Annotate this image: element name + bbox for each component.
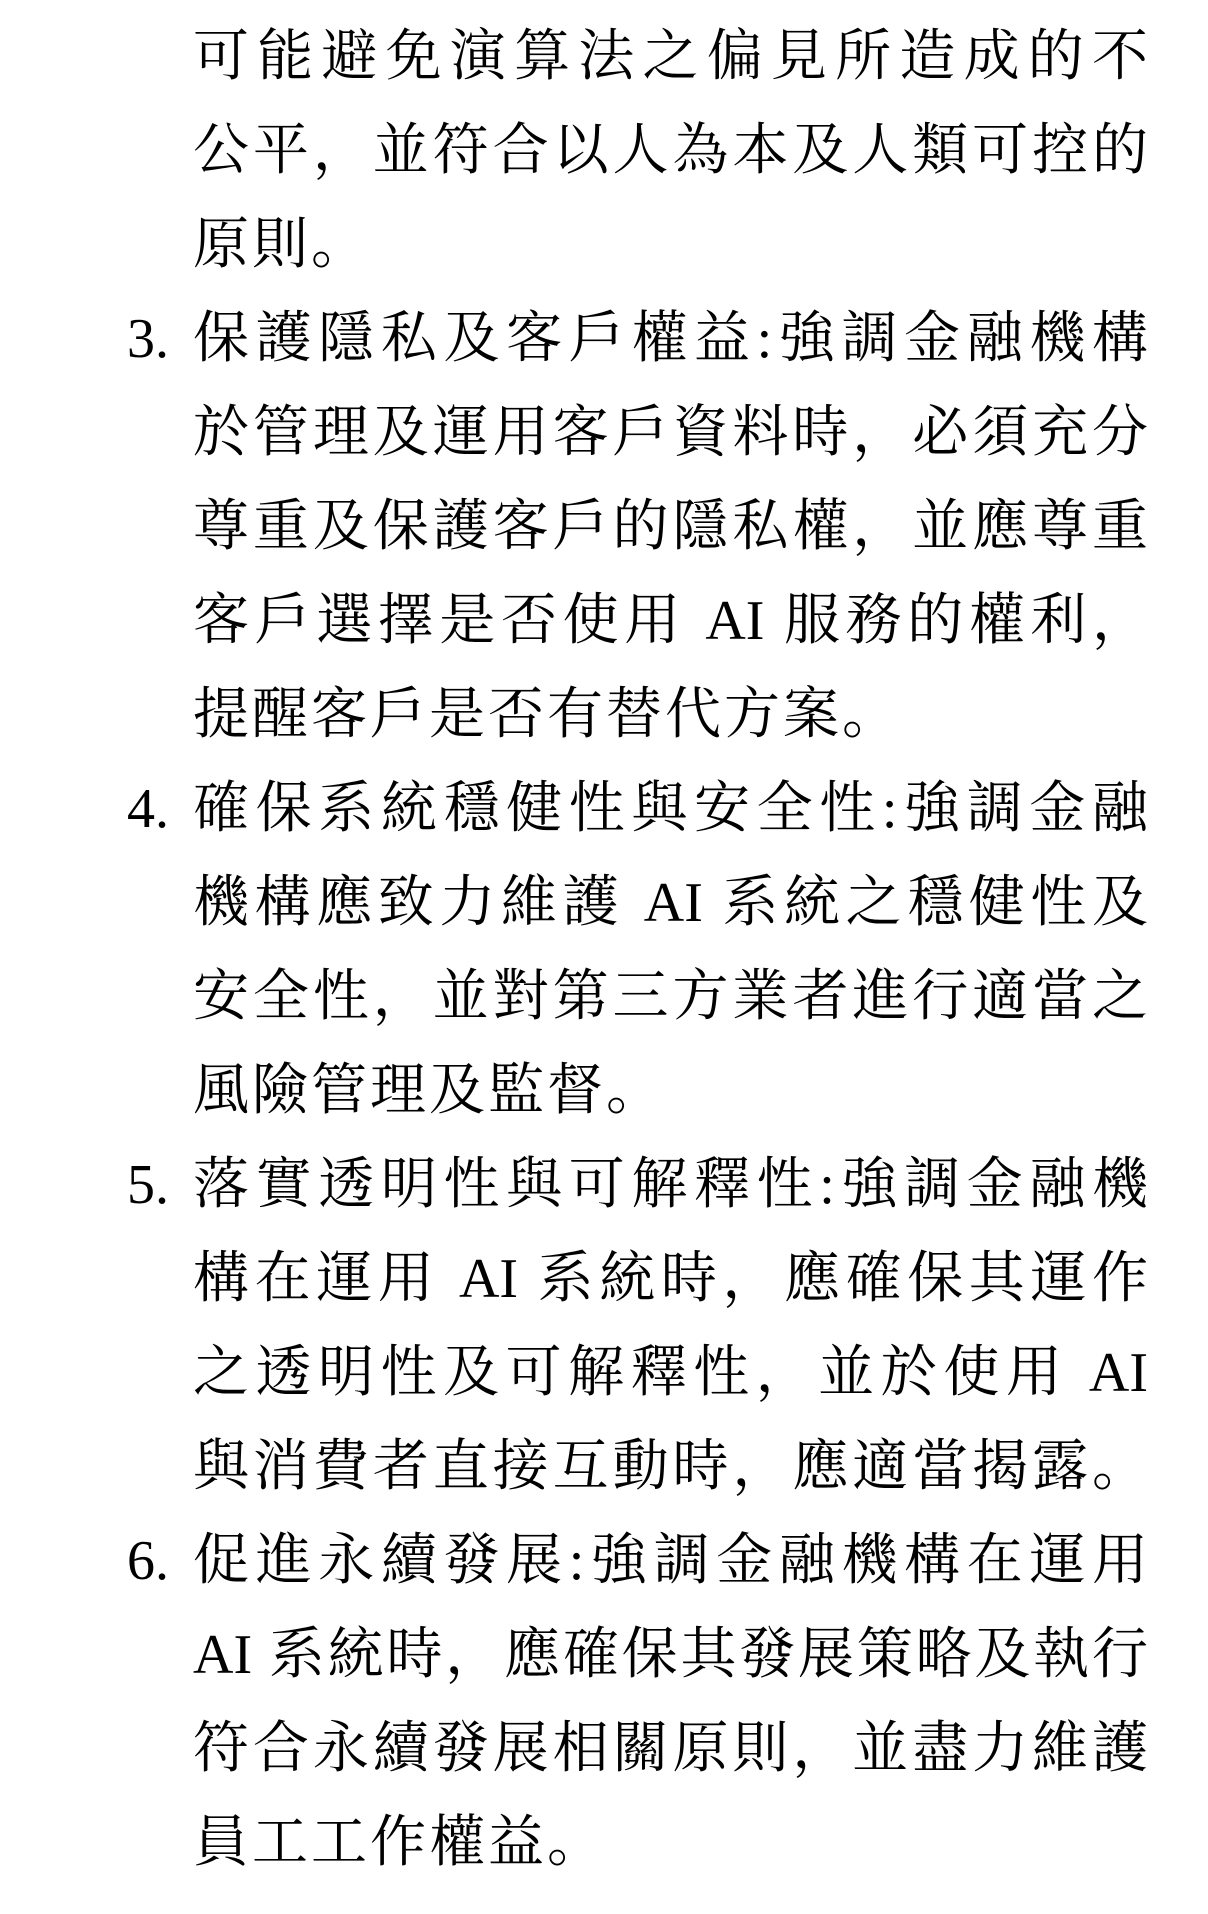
text-line: 符合永續發展相關原則，並盡力維護: [193, 1718, 1148, 1780]
text-line: 保護隱私及客戶權益:強調金融機構: [193, 308, 1148, 370]
text-line: 之透明性及可解釋性，並於使用 AI: [193, 1342, 1148, 1404]
text-line: 原則。: [193, 214, 370, 276]
list-item-first-line: [0, 1514, 1208, 1608]
text-line: 構在運用 AI 系統時，應確保其運作: [193, 1248, 1148, 1310]
text-line: 提醒客戶是否有替代方案。: [193, 684, 901, 746]
text-line: 可能避免演算法之偏見所造成的不: [193, 26, 1148, 88]
text-line: 安全性，並對第三方業者進行適當之: [193, 966, 1148, 1028]
list-item: [0, 1138, 1208, 1514]
list-item: [0, 762, 1208, 1138]
list-item: [0, 1514, 1208, 1890]
text-line: 於管理及運用客戶資料時，必須充分: [193, 402, 1148, 464]
text-line: 落實透明性與可解釋性:強調金融機: [193, 1154, 1148, 1216]
text-line: 與消費者直接互動時，應適當揭露。: [193, 1436, 1148, 1498]
text-line: 公平，並符合以人為本及人類可控的: [193, 120, 1148, 182]
list-number: 6.: [127, 1530, 169, 1592]
list-item: [0, 292, 1208, 762]
text-line: 客戶選擇是否使用 AI 服務的權利，: [193, 590, 1148, 652]
text-line: 確保系統穩健性與安全性:強調金融: [193, 778, 1148, 840]
list-item-first-line: [0, 762, 1208, 856]
text-line: 尊重及保護客戶的隱私權，並應尊重: [193, 496, 1148, 558]
text-line: 員工工作權益。: [193, 1812, 606, 1874]
list-number: 3.: [127, 308, 169, 370]
list-number: 5.: [127, 1154, 169, 1216]
text-line: 風險管理及監督。: [193, 1060, 665, 1122]
text-line: AI 系統時，應確保其發展策略及執行: [193, 1624, 1148, 1686]
paragraph-continuation: [0, 10, 1208, 292]
list-item-first-line: [0, 292, 1208, 386]
text-line: 促進永續發展:強調金融機構在運用: [193, 1530, 1148, 1592]
text-line: 機構應致力維護 AI 系統之穩健性及: [193, 872, 1148, 934]
list-number: 4.: [127, 778, 169, 840]
list-item-first-line: [0, 1138, 1208, 1232]
